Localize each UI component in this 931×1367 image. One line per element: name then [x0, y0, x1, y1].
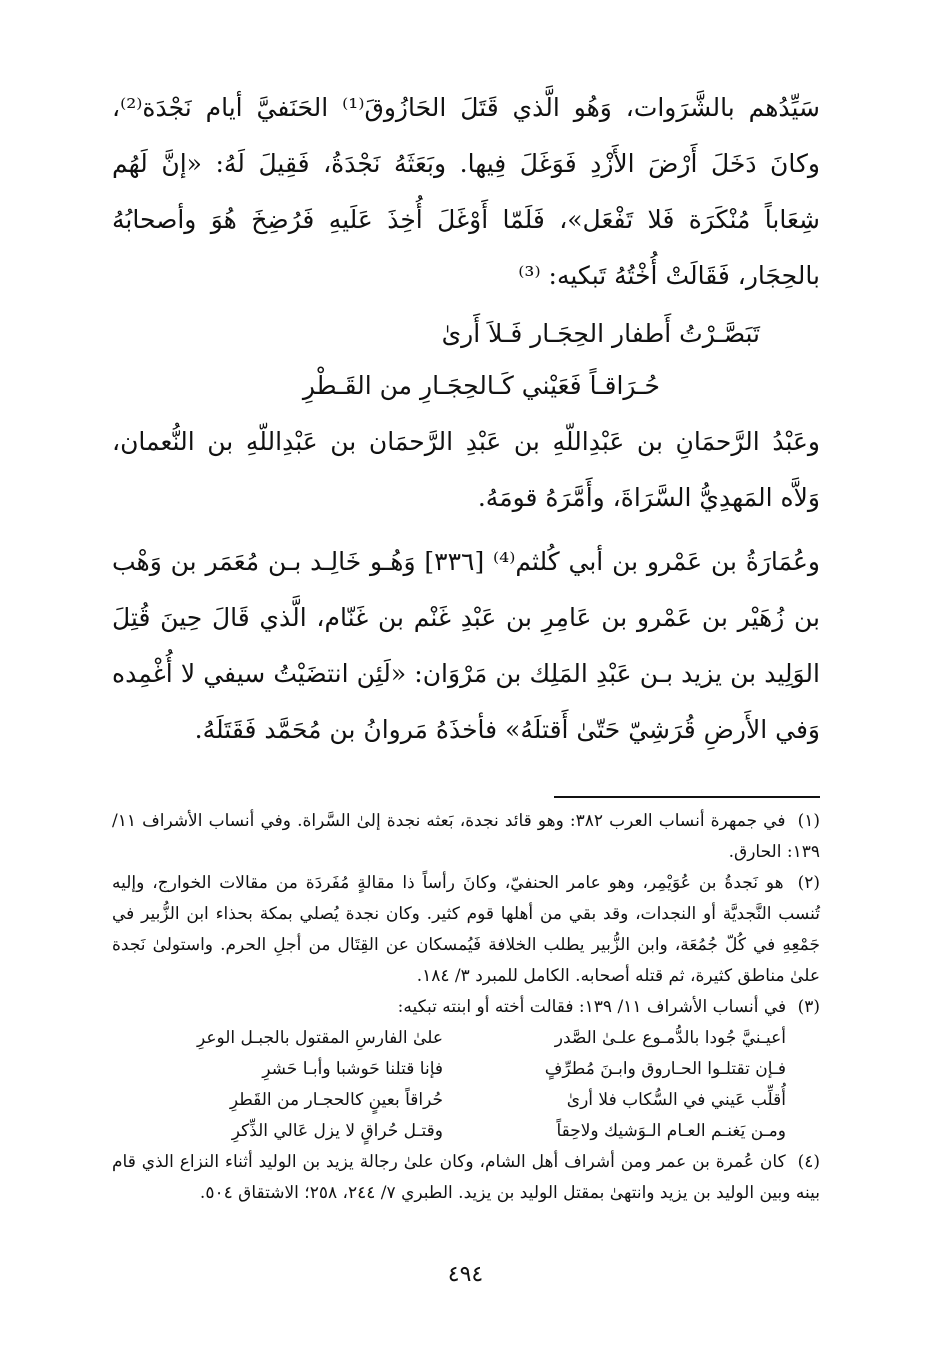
footnote-3	[112, 992, 820, 1023]
body-paragraph-3: وعُمَارَةُ بن عَمْرو بن أبي كُلثم⁽⁴⁾ [٣٣٦] وَهُـو خَالِـد بـن مُعَمَر بن وَهْب بن زُهَيْر بن عَمْرو بن عَامِرِ بن عَبْدِ غَنْم بن غَنّام، الَّذي قَالَ حِينَ قُتِلَ الوَلِيد بن يزيد بـن عَبْدِ المَلِك بن مَرْوَان: «لَئِن انتضَيْتُ سيفي لا أُغْمِده وَفي الأَرضِ قُرَشِيّ حَتّىٰ أَقتلَهُ» فأخذَهُ مَروانُ بن مُحَمَّد فَقَتَلَهُ.	[112, 547, 820, 744]
page-number: ٤٩٤	[447, 1262, 484, 1287]
footnote-text: في أنساب الأشراف ١١/ ١٣٩: فقالت أخته أو ابنته تبكيه:	[397, 997, 787, 1017]
footnote-text: في جمهرة أنساب العرب ٣٨٢: وهو قائد نجدة، بَعثه نجدة إلىٰ السَّراة. وفي أنساب الأشراف ١١/ ١٣٩: الحارق.	[112, 811, 820, 862]
poem-hemistich: أُقلِّب عَيني في السُّكاب فلا أرىٰ	[566, 1090, 786, 1110]
footnote-text: هو نَجدةُ بن عُوَيْمِر، وهو عامر الحنفيّ، وكانَ رأساً ذا مقالةٍ مُفَردَة من مقالات الخوارج، وإليه تُنسب النَّجديَّة أو النجدات، وقد بقي من أهلها قوم كثير. وكان نجدة يُصلي بمكة بحذاء ابن الزُّبير في جَمْعِهِ في كُلّ جُمُعَة، وابن الزُّبير يطلب الخلافة فَيُمسكان عن القِتَال من أجلِ الحرم. واستولىٰ نَجدة علىٰ مناطق كثيرة، ثم قتله أصحابه. الكامل للمبرد ٣/ ١٨٤.	[112, 873, 820, 986]
footnote-number: (٢)	[797, 873, 821, 893]
body-paragraph-1: سَيِّدُهم بالشَّرَوات، وَهُو الَّذي قَتَلَ الحَازُوقَ⁽¹⁾ الحَنَفيَّ أيام نَجْدَة⁽²⁾، وكانَ دَخَلَ أَرْضَ الأَزْدِ فَوَغَلَ فِيها. وبَعَثَهُ نَجْدَةُ، فَقِيلَ لَهُ: «إنَّ لَهُم شِعَاباً مُنْكَرَة فَلا تَفْعَل»، فَلَمّا أَوْغَلَ أُخِذَ عَلَيهِ فَرُضِخَ هُوَ وأصحابُهُ بالحِجَار، فَقَالَتْ أُخْتُهُ تَبكيه: ⁽³⁾	[112, 93, 821, 290]
footnote-poem	[112, 1023, 820, 1147]
body-paragraph-2: وعَبْدُ الرَّحمَانِ بن عَبْدِاللّهِ بن عَبْدِ الرَّحمَان بن عَبْدِاللّهِ بن النُّعمان، وَلاَّه المَهدِيُّ السَّرَاةَ، وأَمَّرَهُ قومَهُ.	[112, 427, 820, 512]
footnote-number: (٤)	[797, 1152, 820, 1172]
footnote-number: (١)	[797, 811, 820, 831]
footnotes	[112, 806, 820, 1209]
footnote-separator	[554, 796, 820, 798]
verse-line-2: حُـرَاقـاً فَعَيْني كَـالحِجَـارِ من القَـطْرِ	[302, 371, 660, 400]
poem-hemistich: علىٰ الفارسِ المقتول بالجبـل الوعرِ	[196, 1028, 443, 1048]
footnote-4	[112, 1147, 820, 1209]
verse-couplet	[112, 308, 820, 412]
poem-hemistich: فإنا قتلنا حَوشبا وأبـا حَشرِ	[262, 1059, 443, 1079]
book-page	[112, 80, 820, 1209]
footnote-text: كان عُمرة بن عمر ومن أشراف أهل الشام، وكان علىٰ رجالة يزيد بن الوليد أثناء النزاع الذي قام بينه وبين الوليد بن يزيد وانتهىٰ بمقتل الوليد بن يزيد. الطبري ٧/ ٢٤٤، ٢٥٨؛ الاشتقاق ٥٠٤.	[112, 1152, 820, 1203]
poem-hemistich: ومـن يَغنـم العـام الـوَشيك ولاحِقاً	[556, 1121, 786, 1141]
poem-hemistich: وقتـل حُراقٍ لا يزل عَالي الذِّكرِ	[231, 1121, 443, 1141]
poem-hemistich: فـإن تقتلـوا الحـاروق وابـنَ مُطرِّفٍ	[544, 1059, 786, 1079]
verse-line-1: تَبَصَّـرْتُ أَطفار الحِجَـار فَـلاَ أَرىٰ	[441, 319, 760, 348]
footnote-1	[112, 806, 820, 868]
footnote-number: (٣)	[797, 997, 820, 1017]
poem-hemistich: حُراقاً بعينٍ كالحجـار من القَطرِ	[229, 1090, 443, 1110]
footnote-2	[112, 868, 820, 992]
poem-hemistich: أعيـنيَّ جُودا بالدُّمـوع علـىٰ الصَّدر	[554, 1028, 786, 1048]
